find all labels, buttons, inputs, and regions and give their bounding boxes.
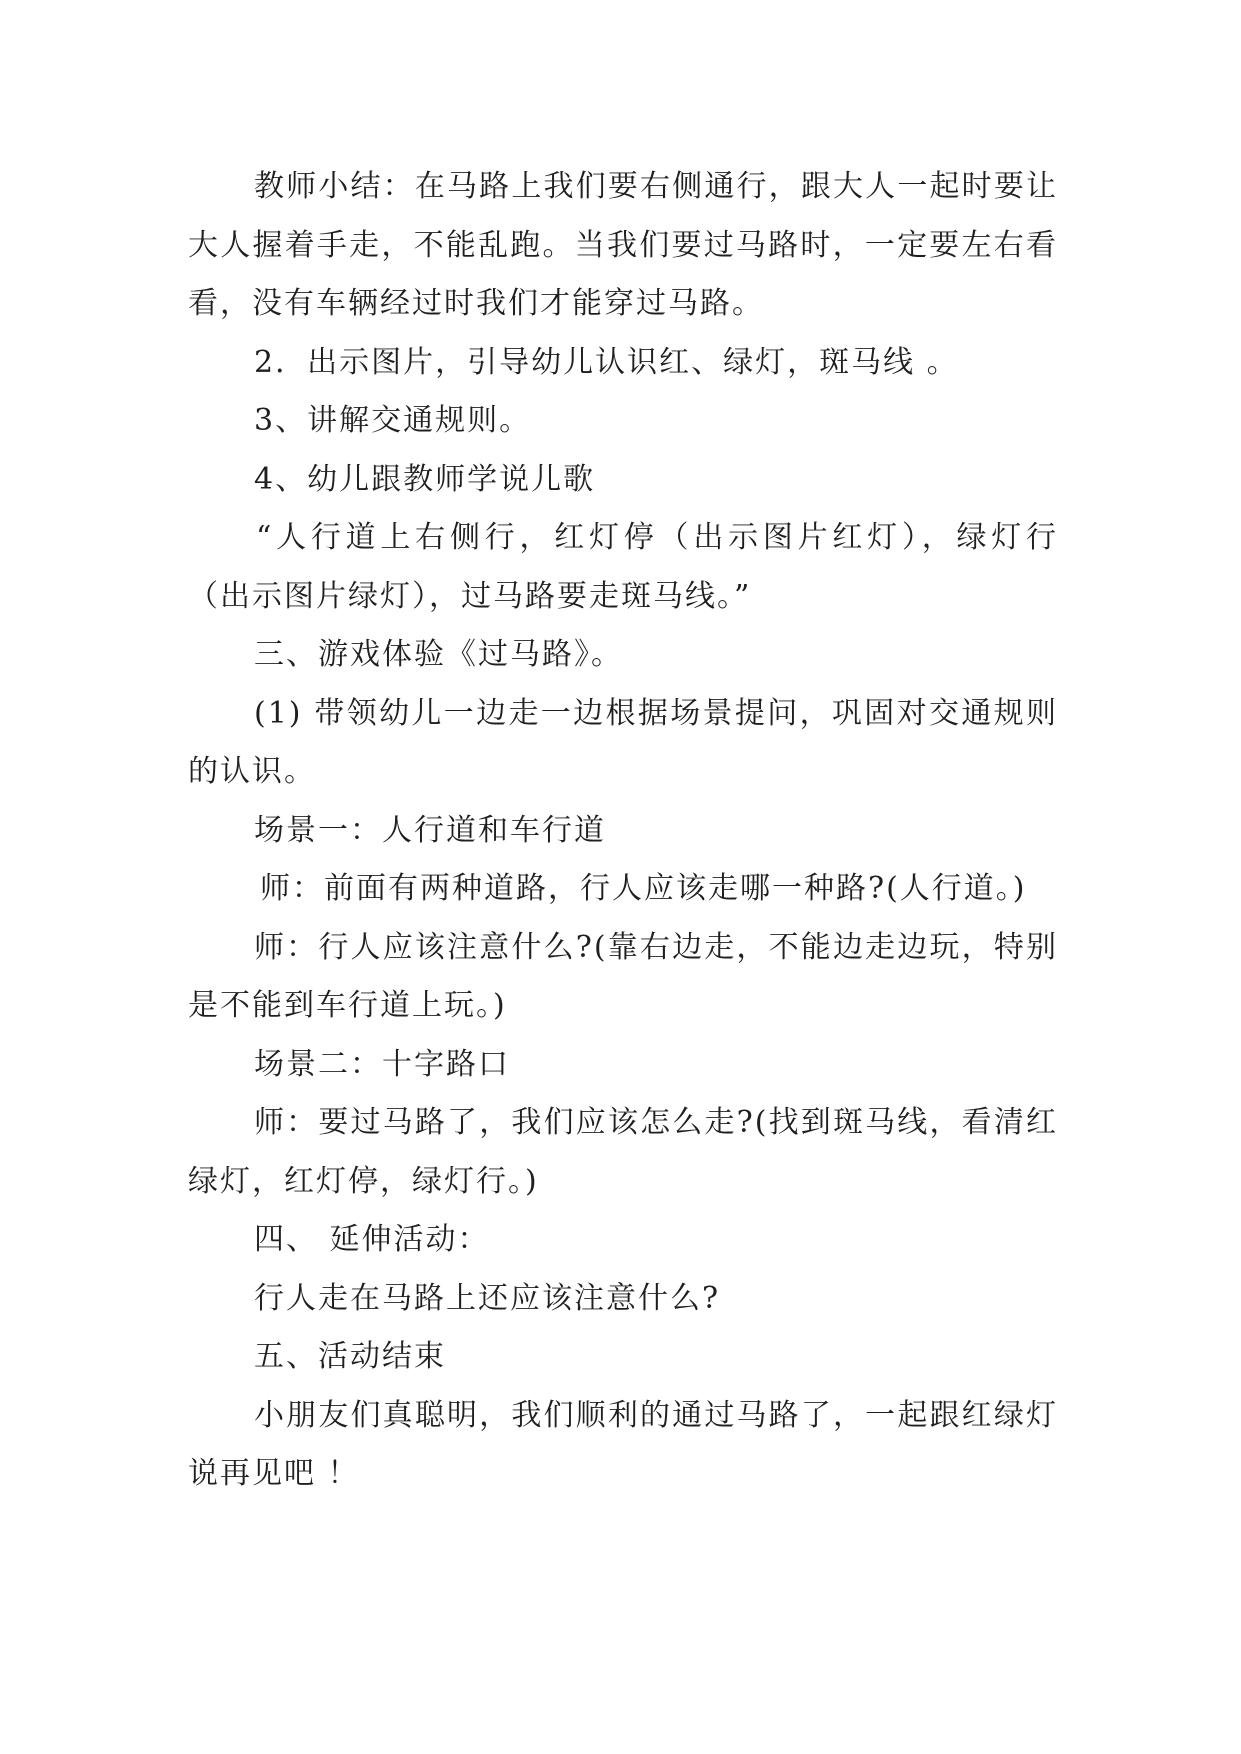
scene-1-question-1: 师：前面有两种道路，行人应该走哪一种路?(人行道。) bbox=[260, 871, 1027, 906]
step-3-paragraph: 3、讲解交通规则。 bbox=[254, 403, 532, 438]
closing-paragraph: 小朋友们真聪明，我们顺利的通过马路了，一起跟红绿灯说再见吧 ！ bbox=[188, 1397, 1058, 1491]
extension-question: 行人走在马路上还应该注意什么? bbox=[254, 1280, 721, 1316]
scene-1-heading: 场景一：人行道和车行道 bbox=[254, 812, 606, 848]
scene-2-heading: 场景二：十字路口 bbox=[254, 1046, 510, 1082]
section-4-heading: 四、 延伸活动： bbox=[254, 1222, 490, 1257]
nursery-rhyme-paragraph: “人行道上右侧行，红灯停（出示图片红灯），绿灯行（出示图片绿灯），过马路要走斑马线。” bbox=[188, 520, 1058, 614]
scene-1-question-2: 师：行人应该注意什么?(靠右边走，不能边走边玩，特别是不能到车行道上玩。) bbox=[188, 929, 1058, 1023]
step-2-paragraph: 2．出示图片，引导幼儿认识红、绿灯，斑马线 。 bbox=[254, 344, 959, 380]
section-5-heading: 五、活动结束 bbox=[254, 1339, 446, 1374]
document-body bbox=[188, 158, 1058, 1504]
scene-2-question: 师：要过马路了，我们应该怎么走?(找到斑马线，看清红绿灯，红灯停，绿灯行。) bbox=[188, 1105, 1058, 1199]
section-3-heading: 三、游戏体验《过马路》。 bbox=[254, 637, 623, 672]
game-step-1-paragraph: (1) 带领幼儿一边走一边根据场景提问，巩固对交通规则的认识。 bbox=[188, 695, 1058, 789]
step-4-paragraph: 4、幼儿跟教师学说儿歌 bbox=[254, 461, 596, 497]
teacher-summary-paragraph: 教师小结：在马路上我们要右侧通行，跟大人一起时要让大人握着手走，不能乱跑。当我们要过马路时，一定要左右看看，没有车辆经过时我们才能穿过马路。 bbox=[188, 169, 1058, 321]
